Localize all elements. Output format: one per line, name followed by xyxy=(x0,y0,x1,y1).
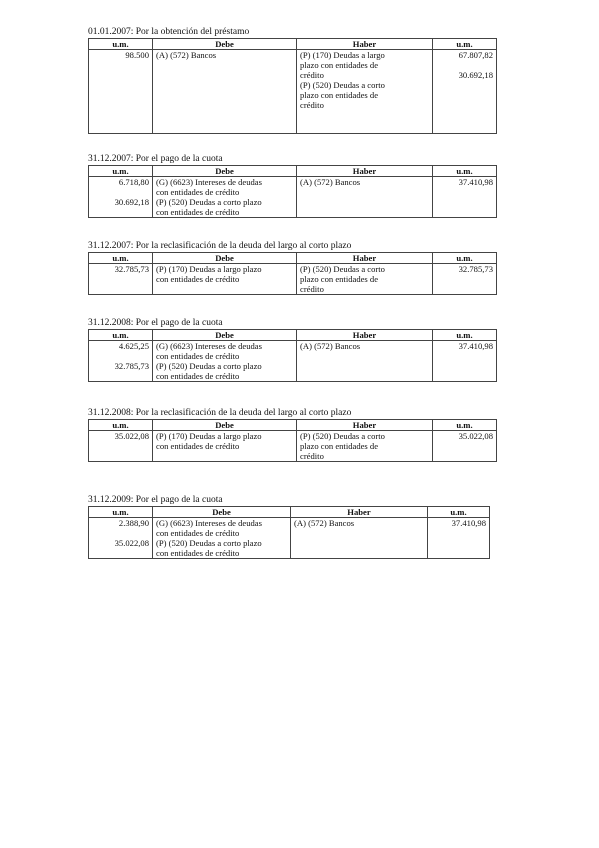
haber-account-line: crédito xyxy=(300,100,324,110)
debe-amount: 32.785,73 xyxy=(114,361,149,371)
debe-account-cell xyxy=(153,177,297,218)
entry-table xyxy=(88,165,497,218)
entry-caption: 31.12.2007: Por el pago de la cuota xyxy=(88,154,223,164)
header-row xyxy=(89,420,497,431)
debe-amount-cell xyxy=(89,431,153,462)
header-row xyxy=(89,39,497,50)
debe-amount-cell xyxy=(89,177,153,218)
um-header: u.m. xyxy=(433,39,497,50)
haber-header: Haber xyxy=(297,420,433,431)
haber-account-cell xyxy=(297,264,433,295)
um-header: u.m. xyxy=(89,330,153,341)
debe-amount: 4.625,25 xyxy=(118,341,149,351)
debe-header: Debe xyxy=(153,507,291,518)
table-row xyxy=(89,341,497,382)
haber-header: Haber xyxy=(297,330,433,341)
haber-account-line: crédito xyxy=(300,70,324,80)
table-row xyxy=(89,431,497,462)
haber-amount-cell xyxy=(433,341,497,382)
um-header: u.m. xyxy=(433,330,497,341)
haber-account-line: crédito xyxy=(300,284,324,294)
debe-account-line: con entidades de crédito xyxy=(156,441,240,451)
haber-account: (A) (572) Bancos xyxy=(294,518,355,528)
um-header: u.m. xyxy=(433,253,497,264)
journal-entry xyxy=(88,408,497,462)
haber-header: Haber xyxy=(297,166,433,177)
haber-account-cell xyxy=(291,518,428,559)
debe-account-line: (G) (6623) Intereses de deudas xyxy=(156,518,262,528)
haber-amount: 32.785,73 xyxy=(458,264,493,274)
haber-header: Haber xyxy=(297,39,433,50)
debe-amount: 98.500 xyxy=(125,50,149,60)
debe-account-line: con entidades de crédito xyxy=(156,528,240,538)
debe-header: Debe xyxy=(153,420,297,431)
header-row xyxy=(89,166,497,177)
haber-amount: 35.022,08 xyxy=(458,431,493,441)
haber-account-cell xyxy=(297,431,433,462)
debe-amount-cell xyxy=(89,50,153,134)
entry-caption: 31.12.2008: Por el pago de la cuota xyxy=(88,318,223,328)
journal-entry xyxy=(88,27,497,134)
debe-header: Debe xyxy=(153,330,297,341)
debe-account-cell xyxy=(153,431,297,462)
debe-account-line: (P) (520) Deudas a corto plazo xyxy=(156,197,262,207)
debe-account-line: con entidades de crédito xyxy=(156,351,240,361)
haber-header: Haber xyxy=(297,253,433,264)
entry-table xyxy=(88,38,497,134)
um-header: u.m. xyxy=(428,507,490,518)
haber-amount-cell xyxy=(433,264,497,295)
um-header: u.m. xyxy=(89,39,153,50)
um-header: u.m. xyxy=(89,420,153,431)
entry-caption: 31.12.2007: Por la reclasificación de la deuda del largo al corto plazo xyxy=(88,241,352,251)
journal-entry xyxy=(88,318,497,382)
debe-account-cell xyxy=(153,264,297,295)
debe-account-line: (P) (170) Deudas a largo plazo xyxy=(156,264,262,274)
header-row xyxy=(89,253,497,264)
debe-account-cell xyxy=(153,50,297,134)
debe-header: Debe xyxy=(153,166,297,177)
entry-table xyxy=(88,252,497,295)
debe-account-line: (G) (6623) Intereses de deudas xyxy=(156,341,262,351)
table-row xyxy=(89,50,497,134)
haber-account-line: (P) (520) Deudas a corto xyxy=(300,80,385,90)
entry-caption: 31.12.2009: Por el pago de la cuota xyxy=(88,495,223,505)
header-row xyxy=(89,330,497,341)
haber-account-cell xyxy=(297,177,433,218)
entry-caption: 31.12.2008: Por la reclasificación de la deuda del largo al corto plazo xyxy=(88,408,352,418)
haber-amount-cell xyxy=(433,50,497,134)
haber-account-cell xyxy=(297,341,433,382)
debe-amount-cell xyxy=(89,518,153,559)
haber-amount-cell xyxy=(433,177,497,218)
haber-header: Haber xyxy=(291,507,428,518)
um-header: u.m. xyxy=(89,166,153,177)
debe-account-line: (P) (520) Deudas a corto plazo xyxy=(156,538,262,548)
journal-entry xyxy=(88,495,490,559)
journal-entry xyxy=(88,241,497,295)
haber-amount: 37.410,98 xyxy=(458,177,493,187)
entry-table xyxy=(88,506,490,559)
journal-entry xyxy=(88,154,497,218)
debe-header: Debe xyxy=(153,39,297,50)
debe-account-line: con entidades de crédito xyxy=(156,187,240,197)
entry-table xyxy=(88,419,497,462)
haber-account: (A) (572) Bancos xyxy=(300,177,361,187)
debe-account-line: (P) (170) Deudas a largo plazo xyxy=(156,431,262,441)
debe-account-cell xyxy=(153,341,297,382)
um-header: u.m. xyxy=(89,253,153,264)
debe-account-line: con entidades de crédito xyxy=(156,371,240,381)
debe-amount-cell xyxy=(89,264,153,295)
debe-account-line: (P) (520) Deudas a corto plazo xyxy=(156,361,262,371)
um-header: u.m. xyxy=(433,420,497,431)
haber-account: (A) (572) Bancos xyxy=(300,341,361,351)
haber-amount: 37.410,98 xyxy=(458,341,493,351)
table-row xyxy=(89,177,497,218)
debe-header: Debe xyxy=(153,253,297,264)
debe-amount: 30.692,18 xyxy=(114,197,149,207)
haber-amount-cell xyxy=(428,518,490,559)
debe-account: (A) (572) Bancos xyxy=(156,50,217,60)
table-row xyxy=(89,264,497,295)
haber-account-line: crédito xyxy=(300,451,324,461)
debe-amount: 2.388,90 xyxy=(118,518,149,528)
um-header: u.m. xyxy=(433,166,497,177)
debe-account-line: con entidades de crédito xyxy=(156,548,240,558)
entry-table xyxy=(88,329,497,382)
haber-account-line: plazo con entidades de xyxy=(300,90,379,100)
table-row xyxy=(89,518,490,559)
um-header: u.m. xyxy=(89,507,153,518)
haber-account-line: (P) (170) Deudas a largo xyxy=(300,50,385,60)
haber-account-line: (P) (520) Deudas a corto xyxy=(300,264,385,274)
debe-amount: 35.022,08 xyxy=(114,431,149,441)
debe-account-line: con entidades de crédito xyxy=(156,207,240,217)
haber-account-line: plazo con entidades de xyxy=(300,441,379,451)
haber-amount: 30.692,18 xyxy=(458,70,493,80)
haber-account-line: plazo con entidades de xyxy=(300,274,379,284)
debe-account-line: con entidades de crédito xyxy=(156,274,240,284)
haber-account-cell xyxy=(297,50,433,134)
debe-account-cell xyxy=(153,518,291,559)
haber-account-line: (P) (520) Deudas a corto xyxy=(300,431,385,441)
haber-amount-cell xyxy=(433,431,497,462)
debe-amount: 32.785,73 xyxy=(114,264,149,274)
haber-amount: 67.807,82 xyxy=(458,50,493,60)
entry-caption: 01.01.2007: Por la obtención del préstamo xyxy=(88,27,250,37)
debe-amount: 35.022,08 xyxy=(114,538,149,548)
debe-amount-cell xyxy=(89,341,153,382)
haber-amount: 37.410,98 xyxy=(451,518,486,528)
debe-account-line: (G) (6623) Intereses de deudas xyxy=(156,177,262,187)
debe-amount: 6.718,80 xyxy=(118,177,149,187)
haber-account-line: plazo con entidades de xyxy=(300,60,379,70)
header-row xyxy=(89,507,490,518)
